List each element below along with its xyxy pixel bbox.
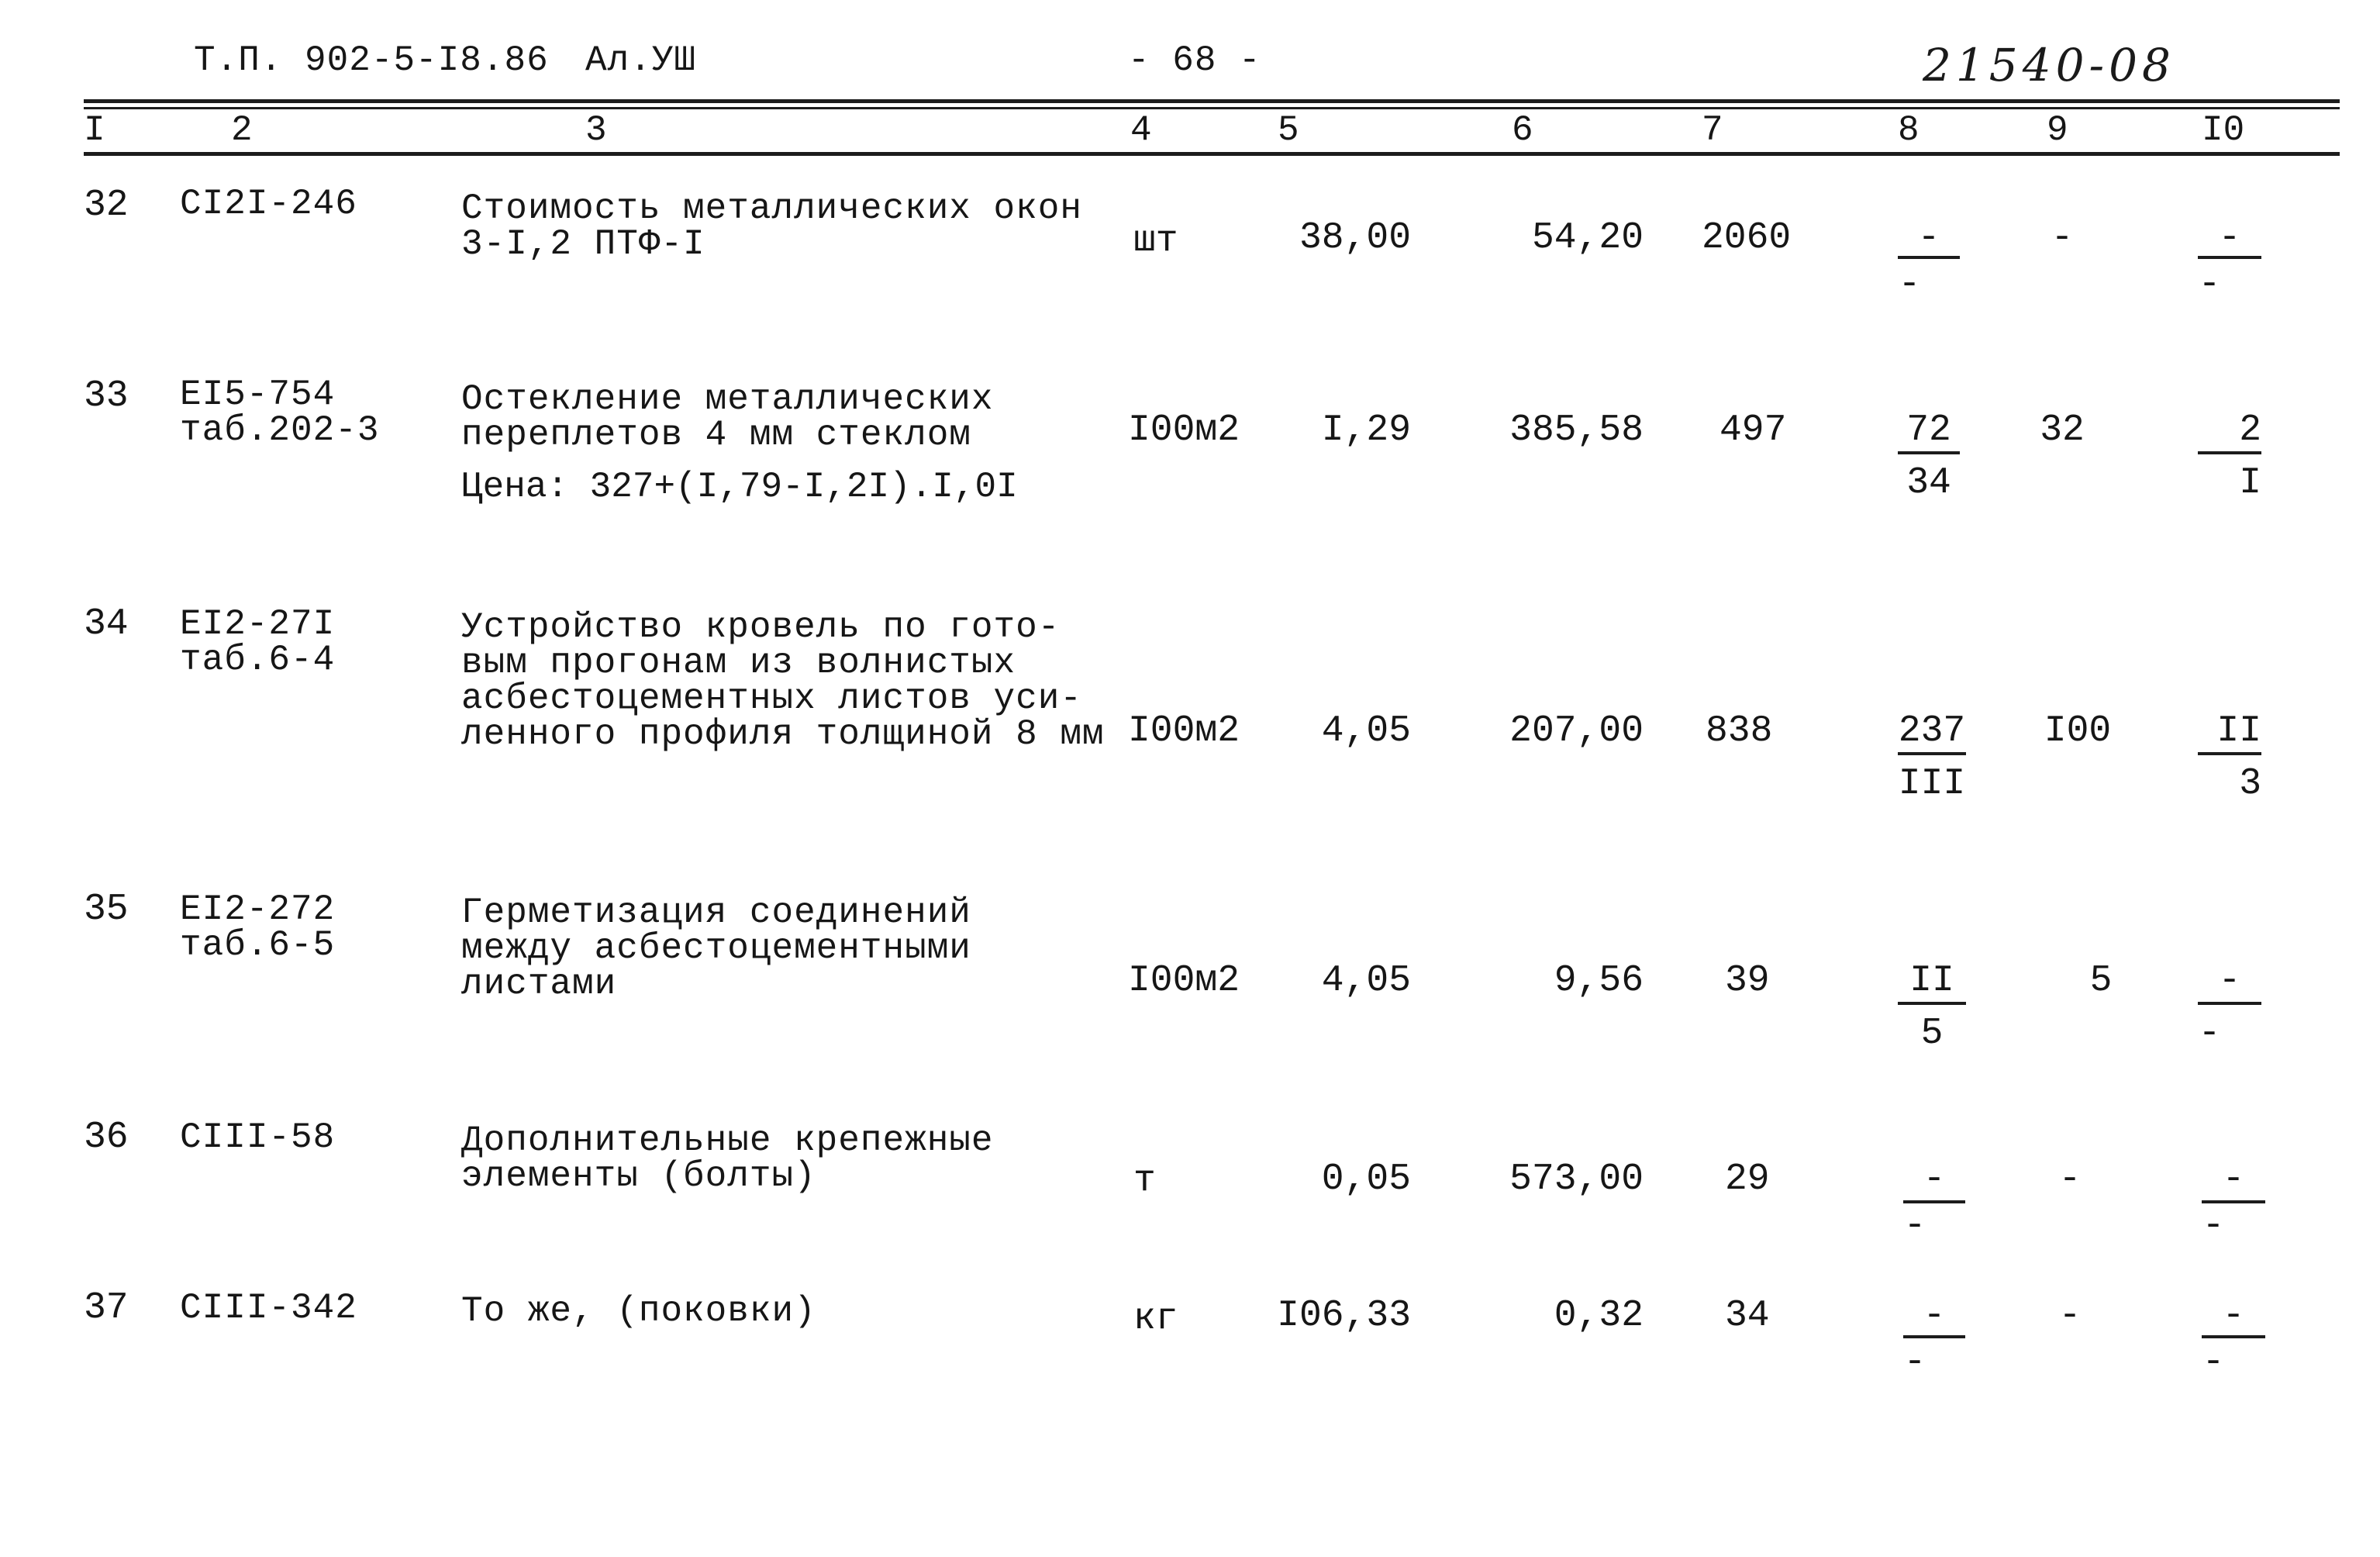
row-number: 37 <box>84 1287 129 1329</box>
row-code: EI2-272 таб.6-5 <box>180 889 336 965</box>
col8-bottom: - <box>1898 264 1921 306</box>
col10-top: - <box>2222 1295 2245 1337</box>
col10-bottom: - <box>2198 264 2221 306</box>
row-unit: кг <box>1133 1298 1178 1340</box>
row-unit: шт <box>1133 220 1178 262</box>
col8-bottom: - <box>1903 1341 1926 1383</box>
column-number: 8 <box>1898 110 1920 150</box>
row-unit-cost: 207,00 <box>1509 710 1644 752</box>
row-code: EI2-27I таб.6-4 <box>180 604 336 680</box>
row-unit-cost: 0,32 <box>1554 1295 1644 1337</box>
row-description: Стоимость металлических окон 3-I,2 ПТФ-I <box>461 188 1082 264</box>
column-number: I <box>84 110 105 150</box>
row-unit-cost: 54,20 <box>1531 217 1644 259</box>
col9-value: 5 <box>2089 960 2113 1002</box>
col8-top: II <box>1909 960 1954 1002</box>
row-code: CIII-342 <box>180 1288 357 1328</box>
row-description: Устройство кровель по гото- вым прогонам из волнистых асбестоцементных листов уси- ленного профиля толщиной 8 мм <box>461 607 1105 754</box>
col9-value: I00 <box>2044 710 2112 752</box>
col8-fraction-line <box>1898 1002 1966 1005</box>
row-total: 29 <box>1725 1158 1770 1200</box>
row-description: То же, (поковки) <box>461 1291 816 1331</box>
col8-top: 72 <box>1906 409 1951 451</box>
col8-bottom: III <box>1898 763 1966 805</box>
col9-value: - <box>2058 1295 2082 1337</box>
col10-top: - <box>2218 960 2241 1002</box>
row-number: 34 <box>84 603 129 645</box>
row-unit: I00м2 <box>1128 409 1240 451</box>
handwritten-number: 21540-08 <box>1923 39 2175 91</box>
row-quantity: 4,05 <box>1321 960 1411 1002</box>
row-quantity: I,29 <box>1321 409 1411 451</box>
row-unit: I00м2 <box>1128 710 1240 752</box>
row-number: 32 <box>84 185 129 226</box>
column-number: I0 <box>2202 110 2245 150</box>
row-quantity: 0,05 <box>1321 1158 1411 1200</box>
row-unit-cost: 9,56 <box>1554 960 1644 1002</box>
row-description: Герметизация соединений между асбестоцементными листами <box>461 892 971 1004</box>
row-total: 34 <box>1725 1295 1770 1337</box>
row-code: CI2I-246 <box>180 184 357 224</box>
col9-value: - <box>2058 1158 2082 1200</box>
col10-bottom: I <box>2239 462 2261 504</box>
row-total: 39 <box>1725 960 1770 1002</box>
row-quantity: 38,00 <box>1299 217 1411 259</box>
row-total: 2060 <box>1702 217 1792 259</box>
row-unit-cost: 573,00 <box>1509 1158 1644 1200</box>
column-number: 7 <box>1702 110 1723 150</box>
row-unit: т <box>1133 1160 1156 1202</box>
row-unit: I00м2 <box>1128 960 1240 1002</box>
row-unit-cost: 385,58 <box>1509 409 1644 451</box>
header-top-rule-thin <box>84 107 2340 109</box>
header-top-rule <box>84 99 2340 103</box>
row-number: 33 <box>84 375 129 417</box>
column-number: 5 <box>1278 110 1299 150</box>
price-note: Цена: 327+(I,79-I,2I).I,0I <box>461 467 1018 507</box>
col8-fraction-line <box>1898 752 1966 755</box>
col10-bottom: - <box>2198 1013 2221 1055</box>
column-number: 9 <box>2047 110 2068 150</box>
col10-fraction-line <box>2202 1200 2265 1203</box>
col8-top: - <box>1923 1158 1946 1200</box>
col9-value: 32 <box>2040 409 2085 451</box>
row-number: 36 <box>84 1117 129 1158</box>
row-total: 838 <box>1706 710 1773 752</box>
col8-fraction-line <box>1903 1200 1965 1203</box>
header-bottom-rule <box>84 152 2340 156</box>
album-label: Ал.УШ <box>585 40 697 81</box>
row-description: Остекление металлических переплетов 4 мм стеклом <box>461 379 994 455</box>
col10-top: II <box>2216 710 2261 752</box>
col10-bottom: 3 <box>2239 763 2261 805</box>
col8-top: - <box>1923 1295 1946 1337</box>
col10-top: 2 <box>2239 409 2261 451</box>
row-quantity: I06,33 <box>1277 1295 1411 1337</box>
column-number: 3 <box>585 110 607 150</box>
column-number: 2 <box>231 110 253 150</box>
column-number: 4 <box>1130 110 1152 150</box>
col10-fraction-line <box>2198 1002 2261 1005</box>
col8-top: 237 <box>1898 710 1966 752</box>
row-code: CIII-58 <box>180 1117 336 1158</box>
column-number: 6 <box>1512 110 1533 150</box>
row-description: Дополнительные крепежные элементы (болты) <box>461 1120 994 1196</box>
col10-fraction-line <box>2198 752 2261 755</box>
col10-bottom: - <box>2202 1205 2225 1247</box>
col10-fraction-line <box>2198 451 2261 454</box>
col8-top: - <box>1917 217 1940 259</box>
row-total: 497 <box>1719 409 1787 451</box>
document-reference: Т.П. 902-5-I8.86 <box>194 40 549 81</box>
col8-fraction-line <box>1898 451 1960 454</box>
row-code: EI5-754 таб.202-3 <box>180 375 380 451</box>
col8-bottom: 5 <box>1920 1013 1944 1055</box>
page-number: - 68 - <box>1128 40 1261 81</box>
col10-top: - <box>2222 1158 2245 1200</box>
col9-value: - <box>2051 217 2074 259</box>
col8-bottom: - <box>1903 1205 1926 1247</box>
col8-bottom: 34 <box>1906 462 1951 504</box>
row-quantity: 4,05 <box>1321 710 1411 752</box>
col10-top: - <box>2218 217 2241 259</box>
col10-bottom: - <box>2202 1341 2225 1383</box>
row-number: 35 <box>84 889 129 930</box>
